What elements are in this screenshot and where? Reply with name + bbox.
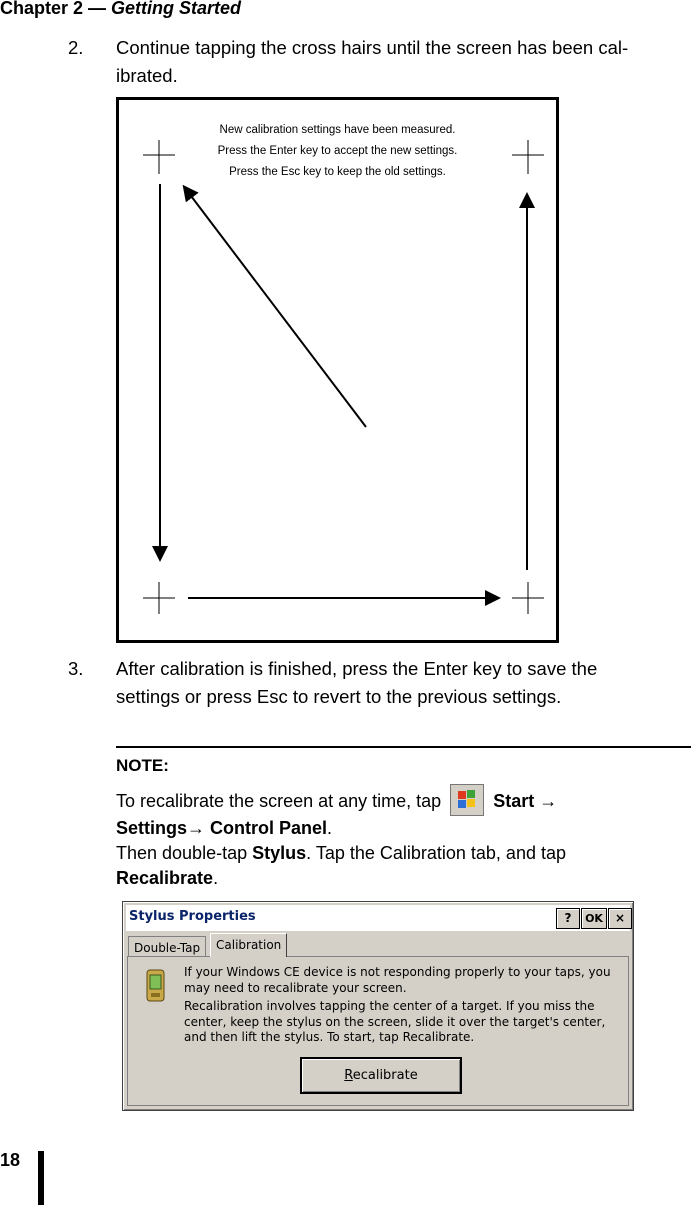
- page-number-bar: [38, 1151, 44, 1205]
- note-line-3: [116, 839, 566, 867]
- note-divider: [116, 746, 691, 748]
- recalibrate-label: ecalibrate: [352, 1068, 418, 1083]
- recalibrate-button[interactable]: [300, 1057, 462, 1094]
- step-2-line-1: Continue tapping the cross hairs until the screen has been cal-: [116, 37, 629, 58]
- device-icon: [145, 969, 167, 1003]
- note-arrow-1: →: [539, 790, 558, 811]
- calibration-info-1-line-2: may need to recalibrate your screen.: [184, 980, 407, 995]
- calibration-screen: [116, 97, 559, 643]
- crosshair-bottom-right[interactable]: [512, 582, 544, 614]
- note-period-1: .: [327, 818, 333, 838]
- step-3-number: 3.: [68, 658, 84, 679]
- note-text-3b: . Tap the Calibration tab, and tap: [306, 843, 566, 863]
- note-line-2: [116, 814, 332, 842]
- step-3-text: [116, 655, 686, 711]
- tab-double-tap[interactable]: Double-Tap: [128, 936, 206, 957]
- chapter-section: Getting Started: [111, 0, 242, 18]
- note-text-3a: Then double-tap: [116, 843, 253, 863]
- note-recalibrate: Recalibrate: [116, 868, 214, 888]
- calibration-message-line-1: New calibration settings have been measured.: [219, 124, 456, 136]
- windows-start-icon: [450, 784, 484, 816]
- calibration-info-1: [184, 965, 611, 996]
- dialog-title: Stylus Properties: [129, 909, 256, 924]
- help-button[interactable]: ?: [556, 908, 580, 929]
- step-3-line-2: settings or press Esc to revert to the previous settings.: [116, 686, 562, 707]
- recalibrate-mnemonic: R: [344, 1068, 353, 1083]
- calibration-panel: [127, 956, 629, 1106]
- calibration-info-1-line-1: If your Windows CE device is not responding properly to your taps, you: [184, 965, 611, 979]
- note-settings: Settings: [116, 818, 188, 838]
- step-3-line-1: After calibration is finished, press the Enter key to save the: [116, 658, 598, 679]
- note-period-2: .: [213, 868, 219, 888]
- close-button[interactable]: ×: [608, 908, 632, 929]
- crosshair-top-left[interactable]: [143, 140, 175, 174]
- calibration-message-line-3: Press the Esc key to keep the old settings.: [229, 166, 446, 178]
- crosshair-bottom-left[interactable]: [143, 582, 175, 614]
- note-line-4: [116, 864, 218, 892]
- note-stylus: Stylus: [252, 843, 307, 863]
- calibration-targets: [119, 100, 556, 640]
- note-control-panel: Control Panel: [210, 818, 328, 838]
- chapter-header: [0, 0, 241, 19]
- note-arrow-2: →: [187, 818, 206, 838]
- calibration-message-line-2: Press the Enter key to accept the new settings.: [217, 145, 458, 157]
- tab-calibration[interactable]: Calibration: [210, 933, 287, 957]
- note-start: Start: [493, 790, 535, 811]
- calibration-info-2: [184, 999, 605, 1046]
- step-2-number: 2.: [68, 37, 84, 58]
- step-2-text: [116, 34, 686, 90]
- calibration-info-2-line-3: and then lift the stylus. To start, tap Recalibrate.: [184, 1030, 475, 1044]
- calibration-info-2-line-1: Recalibration involves tapping the center of a target. If you miss the: [184, 999, 595, 1013]
- dialog-titlebar: [126, 905, 630, 931]
- note-text-1: To recalibrate the screen at any time, tap: [116, 790, 442, 811]
- ok-button[interactable]: OK: [581, 908, 607, 929]
- page-number: 18: [0, 1150, 21, 1170]
- note-heading: NOTE:: [116, 756, 169, 775]
- stylus-properties-dialog: [122, 901, 634, 1111]
- crosshair-top-right[interactable]: [512, 140, 544, 174]
- chapter-prefix: Chapter 2 —: [0, 0, 112, 18]
- calibration-info-2-line-2: center, keep the stylus on the screen, slide it over the target's center,: [184, 1014, 606, 1029]
- arrow-center-to-top-left: [185, 188, 366, 427]
- step-2-line-2: ibrated.: [116, 65, 178, 86]
